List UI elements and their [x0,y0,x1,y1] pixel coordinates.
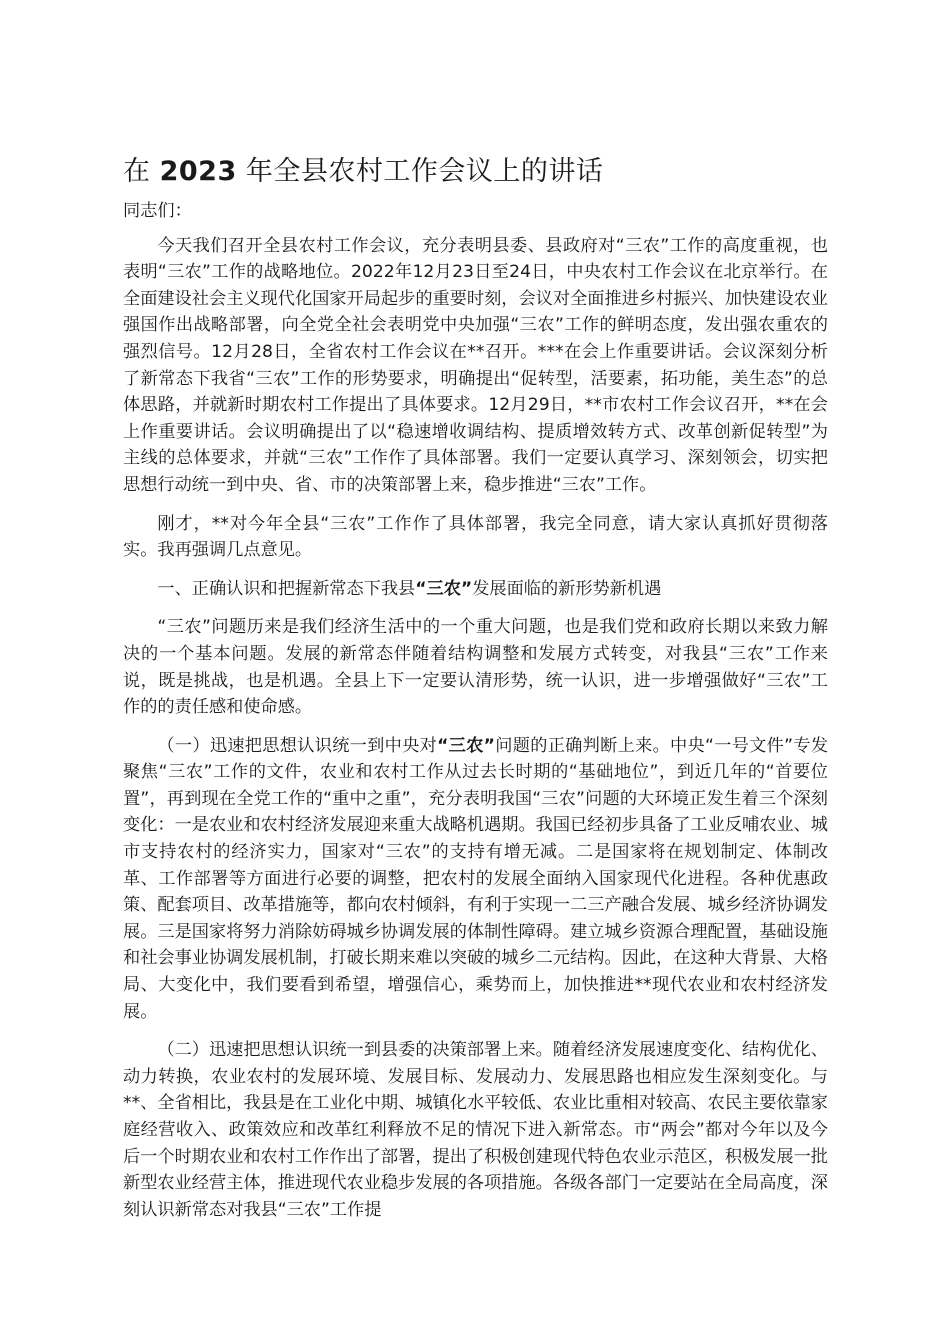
point-one-part-c: 问题的正确判断上来。中央“一号文件”专发聚焦“三农”工作的文件，农业和农村工作从过去长时期的“基础地位”，到近几年的“首要位置”，再到现在全党工作的“重中之重”，充分表明我国“三农”问题的大环境正发生着三个深刻变化：一是农业和农村经济发展迎来重大战略机遇期。我国已经初步具备了工业反哺农业、城市支持农村的经济实力，国家对“三农”的支持有增无减。二是国家将在规划制定、体制改革、工作部署等方面进行必要的调整，把农村的发展全面纳入国家现代化进程。各种优惠政策、配套项目、改革措施等，都向农村倾斜，有利于实现一二三产融合发展、城乡经济协调发展。三是国家将努力消除妨碍城乡协调发展的体制性障碍。建立城乡资源合理配置，基础设施和社会事业协调发展机制，打破长期来难以突破的城乡二元结构。因此，在这种大背景、大格局、大变化中，我们要看到希望，增强信心，乘势而上，加快推进**现代农业和农村经济发展。 [123,735,829,1022]
point-one [123,733,828,1026]
paragraph-remarks: 刚才，**对今年全县“三农”工作作了具体部署，我完全同意，请大家认真抓好贯彻落实。我再强调几点意见。 [123,513,828,561]
section-heading [123,576,828,603]
title-prefix: 在 [123,156,151,187]
paragraph-opening: 今天我们召开全县农村工作会议，充分表明县委、县政府对“三农”工作的高度重视，也表明“三农”工作的战略地位。2022年12月23日至24日，中央农村工作会议在北京举行。在全面建设社会主义现代化国家开局起步的重要时刻，会议对全面推进乡村振兴、加快建设农业强国作出战略部署，向全党全社会表明党中央加强“三农”工作的鲜明态度，发出强农重农的强烈信号。12月28日，全省农村工作会议在**召开。***在会上作重要讲话。会议深刻分析了新常态下我省“三农”工作的形势要求，明确提出“促转型，活要素，拓功能，美生态”的总体思路，并就新时期农村工作提出了具体要求。12月29日，**市农村工作会议召开，**在会上作重要讲话。会议明确提出了以“稳速增收调结构、提质增效转方式、改革创新促转型”为主线的总体要求，并就“三农”工作作了具体部署。我们一定要认真学习、深刻领会，切实把思想行动统一到中央、省、市的决策部署上来，稳步推进“三农”工作。 [123,235,828,495]
section-heading-part-b: “三农” [415,578,473,599]
salutation: 同志们： [123,201,192,221]
point-two: （二）迅速把思想认识统一到县委的决策部署上来。随着经济发展速度变化、结构优化、动力转换，农业农村的发展环境、发展目标、发展动力、发展思路也相应发生深刻变化。与**、全省相比，我县是在工业化中期、城镇化水平较低、农业比重相对较高、农民主要依靠家庭经营收入、政策效应和改革红利释放不足的情况下进入新常态。市“两会”都对今年以及今后一个时期农业和农村工作作出了部署，提出了积极创建现代特色农业示范区，积极发展一批新型农业经营主体，推进现代农业稳步发展的各项措施。各级各部门一定要站在全局高度，深刻认识新常态对我县“三农”工作提 [123,1040,828,1220]
document-title [123,150,828,194]
section-heading-part-c: 发展面临的新形势新机遇 [472,578,662,599]
point-one-part-b: “三农” [437,735,495,756]
title-suffix: 年全县农村工作会议上的讲话 [245,156,604,187]
section-intro: “三农”问题历来是我们经济生活中的一个重大问题，也是我们党和政府长期以来致力解决的一个基本问题。发展的新常态伴随着结构调整和发展方式转变，对我县“三农”工作来说，既是挑战，也是机遇。全县上下一定要认清形势，统一认识，进一步增强做好“三农”工作的的责任感和使命感。 [123,617,828,718]
point-one-part-a: （一）迅速把思想认识统一到中央对 [157,735,438,756]
section-heading-part-a: 一、正确认识和把握新常态下我县 [157,578,416,599]
document-page [123,150,828,1235]
title-year: 2023 [159,156,237,187]
